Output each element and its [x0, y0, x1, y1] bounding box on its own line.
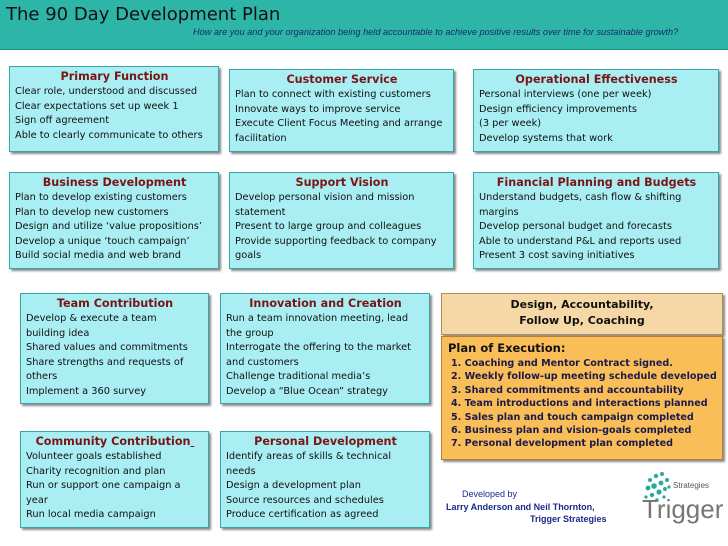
credits-block: [446, 488, 626, 526]
card-line: Able to clearly communicate to others: [15, 129, 203, 141]
card-line: Plan to develop existing customers: [15, 192, 187, 203]
logo-small-text: Strategies: [673, 481, 710, 490]
card-line: Provide supporting feedback to company: [235, 235, 437, 247]
card-title: [26, 435, 204, 448]
card-title: Support Vision: [295, 176, 389, 189]
card-business-development: [9, 172, 219, 269]
trigger-strategies-logo: [640, 466, 724, 542]
card-line: Shared values and commitments: [26, 342, 188, 354]
card-title: Primary Function: [60, 70, 169, 83]
card-line: facilitation: [235, 132, 287, 144]
card-operational-effectiveness: [473, 69, 719, 152]
card-line: Develop & execute a team: [26, 313, 157, 324]
card-line: Understand budgets, cash flow & shifting: [479, 192, 682, 203]
card-community-contribution: [20, 431, 209, 528]
plan-title: Plan of Execution:: [448, 341, 566, 355]
card-line: Develop personal budget and forecasts: [479, 221, 672, 233]
header-banner: [0, 0, 728, 50]
card-line: Develop a unique ‘touch campaign’: [15, 235, 190, 247]
card-line: Run or support one campaign a: [26, 480, 181, 492]
card-title: Business Development: [42, 176, 187, 189]
card-line: Sign off agreement: [15, 115, 110, 127]
card-line: Design and utilize ‘value propositions’: [15, 221, 203, 233]
card-line: Design efficiency improvements: [479, 103, 637, 115]
card-line: Develop systems that work: [479, 132, 613, 144]
card-line: margins: [479, 206, 519, 218]
card-title: Personal Development: [254, 435, 397, 448]
card-title: Operational Effectiveness: [515, 73, 678, 86]
card-line: others: [26, 371, 58, 383]
plan-item: 7. Personal development plan completed: [451, 438, 674, 450]
credits-line: Trigger Strategies: [530, 514, 607, 524]
card-team-contribution: [20, 293, 209, 404]
card-line: the group: [226, 327, 274, 339]
card-line: Run local media campaign: [26, 509, 156, 521]
title-underline-mark: [190, 435, 194, 448]
plan-item: 3. Shared commitments and accountability: [451, 384, 684, 396]
design-accountability-box: [441, 293, 723, 335]
card-personal-development: [220, 431, 430, 528]
card-line: Build social media and web brand: [15, 250, 181, 262]
card-line: goals: [235, 250, 262, 262]
plan-item: 5. Sales plan and touch campaign completed: [451, 411, 694, 423]
card-line: (3 per week): [479, 118, 542, 130]
card-line: Source resources and schedules: [226, 494, 384, 506]
card-line: Plan to connect with existing customers: [235, 89, 431, 100]
card-line: Volunteer goals established: [26, 451, 162, 462]
card-title: Financial Planning and Budgets: [496, 176, 697, 189]
card-financial-planning: [473, 172, 719, 269]
card-line: Present to large group and colleagues: [235, 221, 422, 233]
card-line: Present 3 cost saving initiatives: [479, 250, 635, 262]
logo-wordmark: Trigger: [642, 494, 724, 524]
card-line: Execute Client Focus Meeting and arrange: [235, 118, 443, 130]
card-title: Innovation and Creation: [249, 297, 402, 310]
card-line: Design a development plan: [226, 480, 361, 492]
card-innovation-creation: [220, 293, 430, 404]
card-line: Charity recognition and plan: [26, 465, 166, 477]
card-primary-function: [9, 66, 219, 152]
plan-item: 4. Team introductions and interactions planned: [451, 398, 708, 410]
card-title: Team Contribution: [56, 297, 174, 310]
card-customer-service: [229, 69, 454, 152]
card-line: Share strengths and requests of: [26, 356, 184, 368]
design-box-line: Follow Up, Coaching: [519, 314, 645, 327]
plan-of-execution-box: [441, 336, 723, 460]
card-title: Customer Service: [286, 73, 398, 86]
card-line: Plan to develop new customers: [15, 206, 169, 218]
credits-line: Developed by: [462, 489, 518, 499]
card-line: Able to understand P&L and reports used: [479, 235, 682, 247]
card-line: Produce certification as agreed: [226, 509, 379, 521]
card-line: statement: [235, 206, 286, 218]
card-line: Personal interviews (one per week): [479, 89, 652, 100]
card-line: needs: [226, 465, 256, 477]
plan-item: 1. Coaching and Mentor Contract signed.: [451, 358, 673, 369]
design-box-line: Design, Accountability,: [510, 298, 654, 311]
card-line: Implement a 360 survey: [26, 385, 147, 397]
card-line: Develop a “Blue Ocean” strategy: [226, 385, 388, 397]
card-support-vision: [229, 172, 454, 269]
credits-line: Larry Anderson and Neil Thornton,: [446, 501, 595, 512]
card-line: Develop personal vision and mission: [235, 192, 415, 203]
plan-item: 2. Weekly follow-up meeting schedule developed: [451, 371, 717, 383]
card-line: and customers: [226, 356, 299, 368]
card-title-text: Community Contribution: [35, 435, 191, 448]
card-line: building idea: [26, 327, 90, 339]
card-line: Run a team innovation meeting, lead: [226, 313, 409, 324]
page-title: The 90 Day Development Plan: [6, 4, 281, 25]
card-line: Identify areas of skills & technical: [226, 451, 392, 462]
card-line: Clear role, understood and discussed: [15, 86, 198, 97]
card-line: year: [26, 494, 48, 506]
plan-item: 6. Business plan and vision-goals completed: [451, 425, 692, 437]
card-line: Clear expectations set up week 1: [15, 100, 179, 112]
page-subtitle: How are you and your organization being held accountable to achieve positive results over time for sustainable growth?: [193, 27, 679, 37]
card-line: Innovate ways to improve service: [235, 103, 401, 115]
card-line: Interrogate the offering to the market: [226, 342, 411, 354]
card-line: Challenge traditional media’s: [226, 371, 371, 383]
